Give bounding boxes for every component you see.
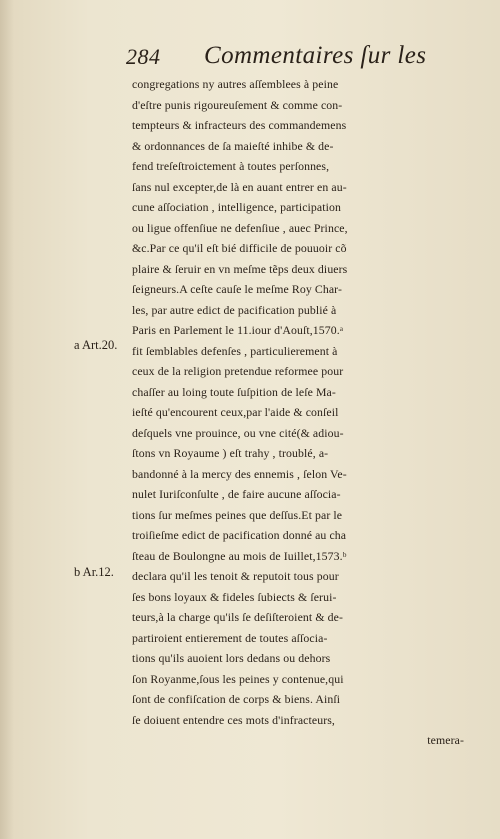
page-header	[120, 40, 460, 70]
page-gutter-shadow	[0, 0, 14, 839]
text-line: d'eſtre punis rigoureuſement & comme con-	[132, 97, 343, 112]
margin-note-b: b Ar.12.	[74, 565, 114, 579]
text-line: tions ſur meſmes peines que deſſus.Et par le	[132, 507, 343, 522]
text-line: & ordonnances de ſa maieſté inhibe & de-	[132, 138, 334, 153]
text-line: les, par autre edict de pacification publié à	[132, 302, 337, 317]
text-line: bandonné à la mercy des ennemis , ſelon Ve-	[132, 466, 347, 481]
text-line: ſon Royanme,ſous les peines y contenue,qui	[132, 671, 344, 686]
text-line: tempteurs & infracteurs des commandemens	[132, 118, 347, 132]
text-line: ieſté qu'encourent ceux,par l'aide & conſeil	[132, 405, 339, 419]
body-text	[132, 74, 468, 751]
text-line: ou ligue offenſiue ne defenſiue , auec Prince,	[132, 220, 348, 235]
text-line: plaire & ſeruir en vn meſme tẽps deux diuers	[132, 261, 348, 276]
text-line: deſquels vne prouince, ou vne cité(& adiou-	[132, 425, 344, 440]
text-line: teurs,à la charge qu'ils ſe deſiſteroient & de-	[132, 610, 344, 624]
page-number: 284	[126, 44, 161, 69]
text-line: nulet Iuriſconſulte , de faire aucune aſſocia-	[132, 487, 341, 501]
text-line: ſtons vn Royaume ) eſt trahy , troublé, a-	[132, 446, 329, 460]
text-line: ſeigneurs.A ceſte cauſe le meſme Roy Char-	[132, 282, 343, 296]
text-line: fit ſemblables defenſes , particulierement à	[132, 343, 338, 358]
margin-note-a: a Art.20.	[74, 338, 118, 352]
text-line: cune aſſociation , intelligence, participation	[132, 200, 342, 214]
text-line: chaſſer au loing toute ſuſpition de leſe Ma-	[132, 384, 336, 399]
text-line: fend treſeſtroictement à toutes perſonnes,	[132, 159, 330, 173]
text-line: &c.Par ce qu'il eſt bié difficile de pouuoir cõ	[132, 241, 347, 255]
text-line: ſe doiuent entendre ces mots d'infracteurs,	[132, 712, 335, 727]
text-line: ſes bons loyaux & fideles ſubiects & ſerui-	[132, 589, 337, 604]
text-line: ceux de la religion pretendue reformee pour	[132, 364, 344, 378]
text-line: congregations ny autres aſſemblees à peine	[132, 77, 339, 91]
text-line: tions qu'ils auoient lors dedans ou dehors	[132, 651, 331, 665]
text-line: troiſieſme edict de pacification donné au cha	[132, 528, 347, 542]
text-line: ſteau de Boulongne au mois de Iuillet,1573.ᵇ	[132, 548, 347, 563]
text-line: ſans nul excepter,de là en auant entrer en au-	[132, 179, 347, 194]
text-line: Paris en Parlement le 11.iour d'Aouſt,1570.ᵃ	[132, 323, 344, 337]
running-title: Commentaires ſur les	[204, 42, 427, 69]
text-line: declara qu'il les tenoit & reputoit tous pour	[132, 569, 339, 583]
text-line: partiroient entierement de toutes aſſocia-	[132, 630, 328, 645]
text-line: ſont de confiſcation de corps & biens. Ainſi	[132, 692, 341, 706]
catchword: temera-	[427, 733, 464, 747]
